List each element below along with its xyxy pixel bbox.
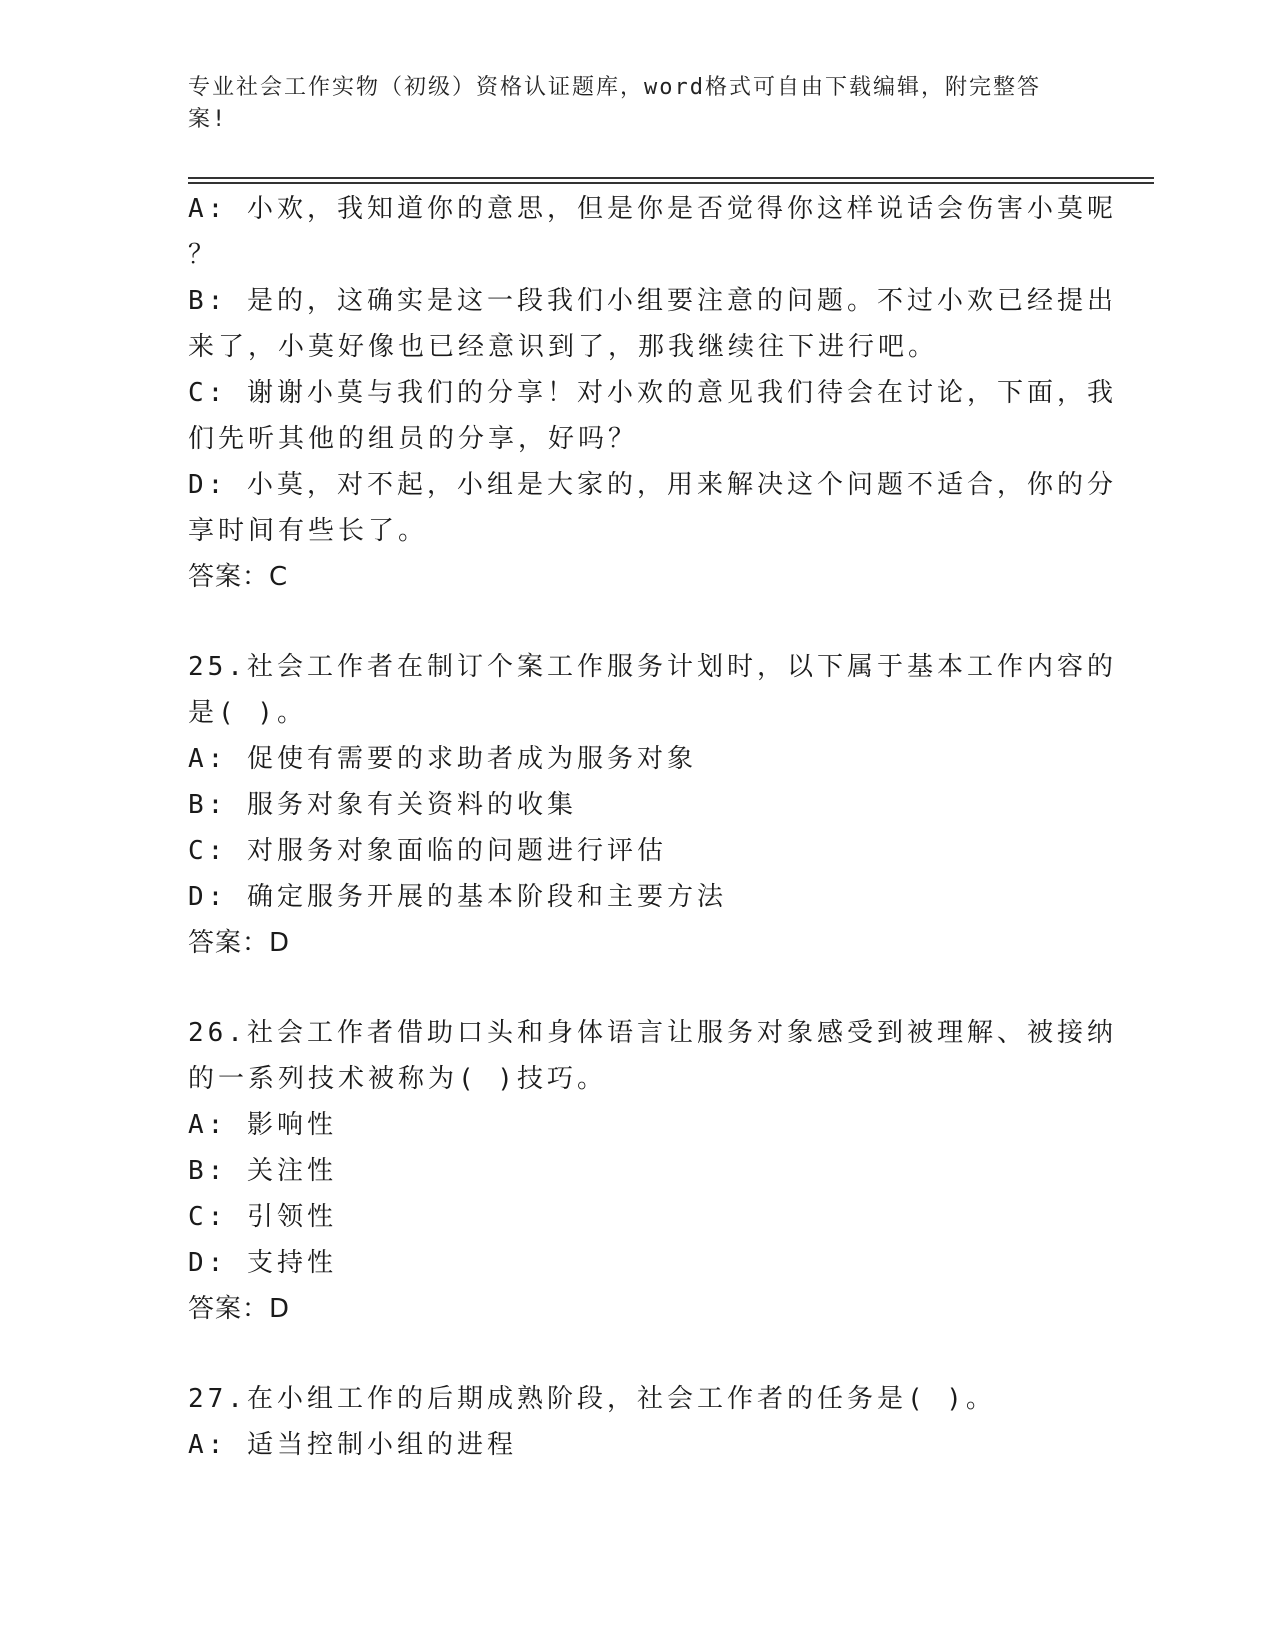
option-d-cont: 享时间有些长了。 [188,516,429,546]
header-divider-bottom [188,182,1154,184]
question-25 [188,644,1117,966]
option-b-cont: 来了，小莫好像也已经意识到了，那我继续往下进行吧。 [188,332,939,362]
option-a-cont: ？ [188,240,219,270]
answer-line: 答案：C [188,562,289,592]
question-list [188,186,1117,1468]
option-c: C: 引领性 [188,1202,337,1232]
option-a: A: 影响性 [188,1110,337,1140]
question-stem: 26.社会工作者借助口头和身体语言让服务对象感受到被理解、被接纳 [188,1018,1117,1048]
question-stem: 27.在小组工作的后期成熟阶段，社会工作者的任务是( )。 [188,1384,996,1414]
option-b: B: 服务对象有关资料的收集 [188,790,577,820]
option-c-cont: 们先听其他的组员的分享，好吗？ [188,424,639,454]
question-stem-cont: 是( )。 [188,698,307,728]
option-c: C: 谢谢小莫与我们的分享！对小欢的意见我们待会在讨论，下面，我 [188,378,1117,408]
document-header [188,72,1068,136]
option-d: D: 确定服务开展的基本阶段和主要方法 [188,882,727,912]
option-a: A: 适当控制小组的进程 [188,1430,517,1460]
header-line-2: 案! [188,107,228,132]
option-b: B: 关注性 [188,1156,337,1186]
spacer [188,1332,1068,1376]
option-a: A: 促使有需要的求助者成为服务对象 [188,744,697,774]
header-line-1: 专业社会工作实物（初级）资格认证题库，word格式可自由下载编辑，附完整答 [188,75,1041,100]
question-27 [188,1376,1068,1468]
option-d: D: 小莫，对不起，小组是大家的，用来解决这个问题不适合，你的分 [188,470,1117,500]
answer-line: 答案：D [188,928,291,958]
answer-line: 答案：D [188,1294,291,1324]
option-a: A: 小欢，我知道你的意思，但是你是否觉得你这样说话会伤害小莫呢 [188,194,1117,224]
question-24-options [188,186,1117,600]
spacer [188,966,1068,1010]
spacer [188,600,1068,644]
option-c: C: 对服务对象面临的问题进行评估 [188,836,667,866]
header-divider-top [188,177,1154,179]
option-b: B: 是的，这确实是这一段我们小组要注意的问题。不过小欢已经提出 [188,286,1117,316]
question-26 [188,1010,1117,1332]
option-d: D: 支持性 [188,1248,337,1278]
question-stem-cont: 的一系列技术被称为( )技巧。 [188,1064,607,1094]
question-stem: 25.社会工作者在制订个案工作服务计划时，以下属于基本工作内容的 [188,652,1117,682]
